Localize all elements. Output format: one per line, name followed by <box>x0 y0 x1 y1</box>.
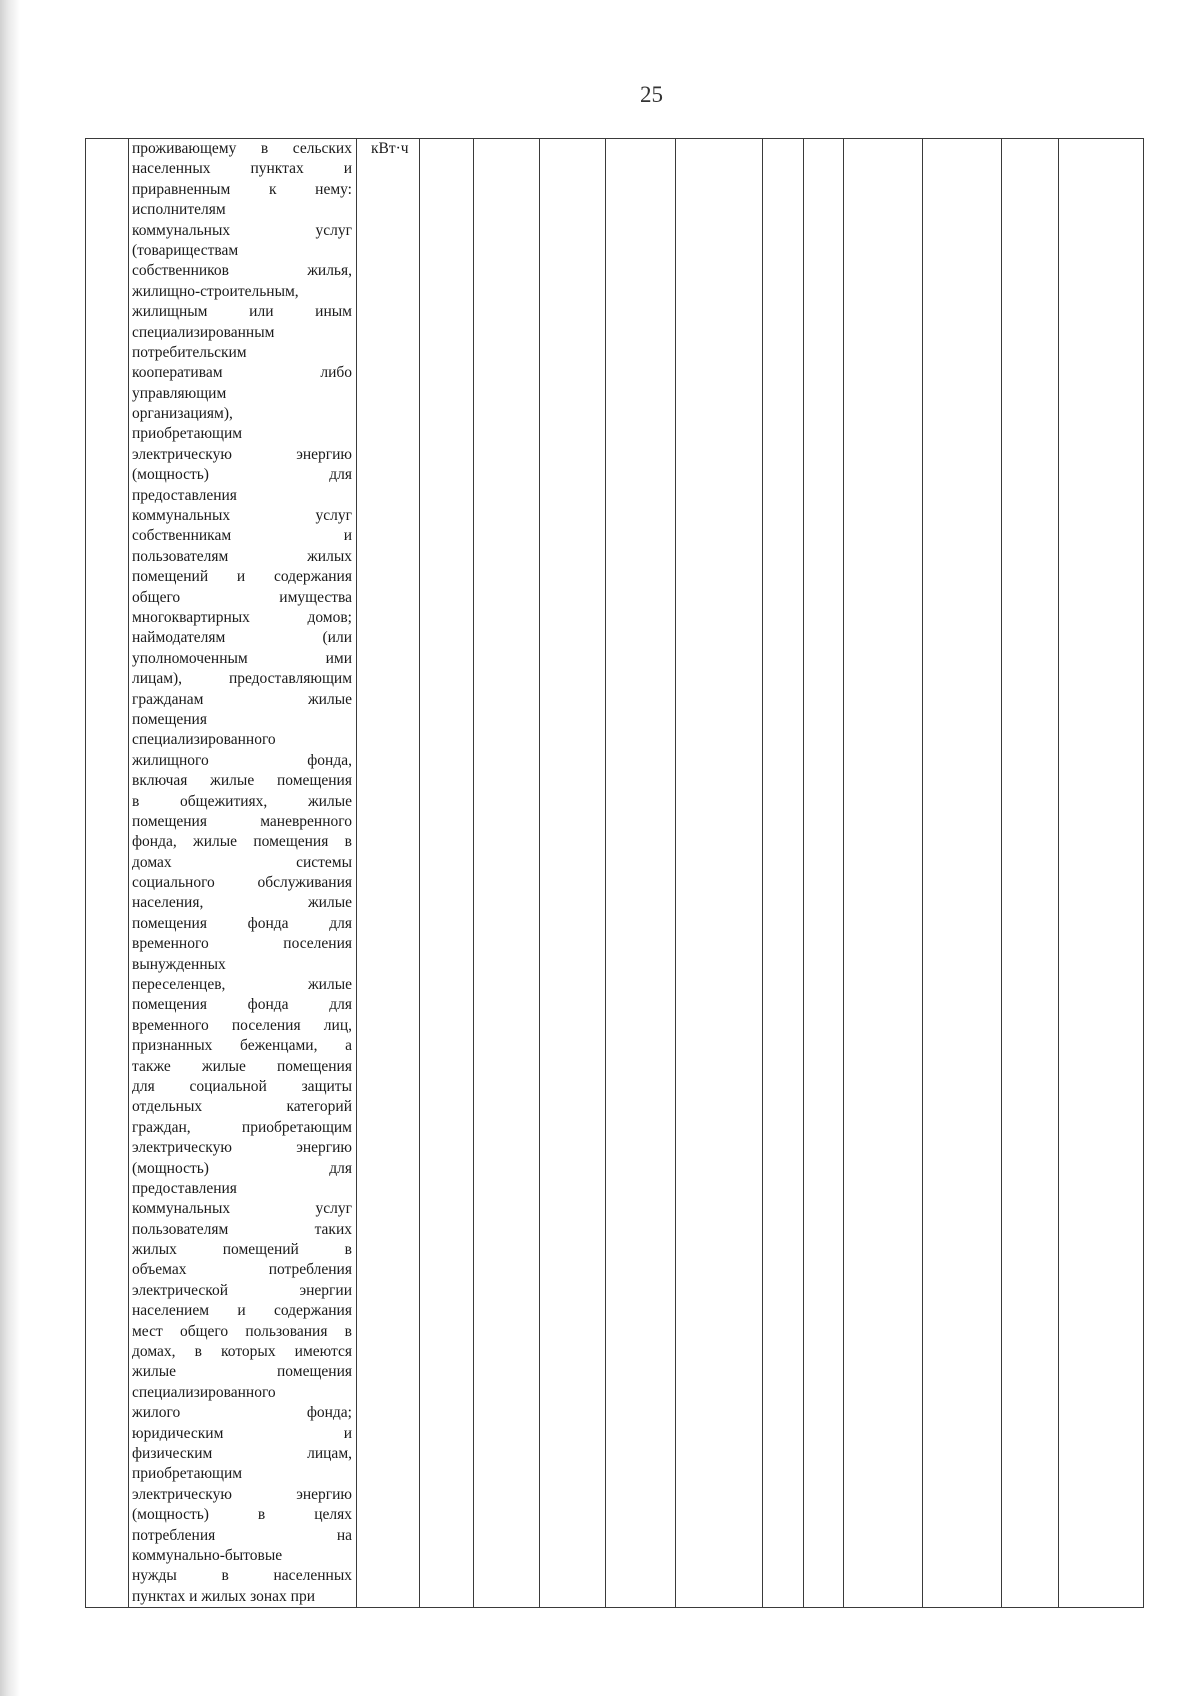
description-line: жилые помещения <box>132 1363 352 1381</box>
description-line: электрической энергии <box>132 1281 352 1299</box>
cell-value-6 <box>763 139 804 1608</box>
tariff-table <box>85 138 1144 1608</box>
description-line: граждан, приобретающим <box>132 1118 352 1136</box>
description-line: отдельных категорий <box>132 1098 352 1116</box>
cell-value-5 <box>676 139 763 1608</box>
description-line: в общежитиях, жилые <box>132 792 352 810</box>
description-line: социального обслуживания <box>132 874 352 892</box>
description-line: предоставления <box>132 486 237 504</box>
description-line: жилого фонда; <box>132 1404 352 1422</box>
description-line: коммунальных услуг <box>132 221 352 239</box>
description-line: домах, в которых имеются <box>132 1343 352 1361</box>
description-line: пользователям таких <box>132 1220 352 1238</box>
cell-value-2 <box>474 139 540 1608</box>
cell-number <box>86 139 129 1608</box>
description-line: признанных беженцами, а <box>132 1037 352 1055</box>
description-line: электрическую энергию <box>132 445 352 463</box>
description-line: организациям), <box>132 405 233 423</box>
description-line: наймодателям (или <box>132 629 352 647</box>
description-line: фонда, жилые помещения в <box>132 833 352 851</box>
description-line: переселенцев, жилые <box>132 976 352 994</box>
description-line: потребления на <box>132 1526 352 1544</box>
description-line: пунктах и жилых зонах при <box>132 1587 316 1605</box>
description-line: (мощность) в целях <box>132 1506 352 1524</box>
description-line: управляющим <box>132 384 227 402</box>
unit-label: кВт·ч <box>371 140 409 157</box>
description-line: электрическую энергию <box>132 1485 352 1503</box>
description-line: помещения <box>132 710 207 728</box>
description-line: специализированного <box>132 1383 276 1401</box>
description-line: домах системы <box>132 853 352 871</box>
description-line: населения, жилые <box>132 894 352 912</box>
description-line: объемах потребления <box>132 1261 352 1279</box>
description-line: предоставления <box>132 1179 237 1197</box>
description-line: мест общего пользования в <box>132 1322 352 1340</box>
description-line: приравненным к нему: <box>132 180 352 198</box>
table-row <box>86 139 1144 1608</box>
description-line: жилищно-строительным, <box>132 282 299 300</box>
description-line: также жилые помещения <box>132 1057 352 1075</box>
page-number: 25 <box>640 82 663 107</box>
description-line: исполнителям <box>132 201 226 219</box>
description-line: проживающему в сельских <box>132 140 352 157</box>
cell-unit <box>357 139 420 1608</box>
description-line: кооперативам либо <box>132 364 352 382</box>
description-line: для социальной защиты <box>132 1077 352 1095</box>
cell-value-10 <box>1002 139 1059 1608</box>
description-line: специализированным <box>132 323 275 341</box>
cell-value-4 <box>606 139 676 1608</box>
description-line: коммунальных услуг <box>132 507 352 525</box>
description-line: собственников жилья, <box>132 262 352 280</box>
description-line: коммунально-бытовые <box>132 1546 283 1564</box>
description-line: электрическую энергию <box>132 1139 352 1157</box>
cell-value-1 <box>420 139 474 1608</box>
description-line: многоквартирных домов; <box>132 608 352 626</box>
description-line: общего имущества <box>132 588 352 606</box>
description-line: населением и содержания <box>132 1302 352 1320</box>
description-text <box>132 139 352 1607</box>
description-line: жилых помещений в <box>132 1241 352 1259</box>
cell-value-3 <box>540 139 606 1608</box>
description-line: юридическим и <box>132 1424 352 1442</box>
description-line: лицам), предоставляющим <box>132 670 352 688</box>
description-line: гражданам жилые <box>132 690 352 708</box>
description-line: пользователям жилых <box>132 547 352 565</box>
description-line: временного поселения <box>132 935 352 953</box>
description-line: потребительским <box>132 343 247 361</box>
description-line: коммунальных услуг <box>132 1200 352 1218</box>
description-line: приобретающим <box>132 425 243 443</box>
description-line: населенных пунктах и <box>132 160 352 178</box>
cell-value-8 <box>844 139 923 1608</box>
description-line: (товариществам <box>132 241 239 259</box>
cell-value-9 <box>923 139 1002 1608</box>
description-line: помещения фонда для <box>132 996 352 1014</box>
description-line: физическим лицам, <box>132 1445 352 1462</box>
cell-description <box>129 139 357 1608</box>
description-line: помещений и содержания <box>132 568 352 586</box>
description-line: приобретающим <box>132 1465 243 1483</box>
description-line: жилищного фонда, <box>132 751 352 769</box>
description-line: нужды в населенных <box>132 1567 352 1585</box>
description-line: помещения фонда для <box>132 914 352 932</box>
cell-value-7 <box>804 139 844 1608</box>
description-line: вынужденных <box>132 955 226 973</box>
description-line: специализированного <box>132 731 276 749</box>
description-line: временного поселения лиц, <box>132 1016 352 1034</box>
description-line: (мощность) для <box>132 1159 352 1177</box>
cell-value-11 <box>1059 139 1144 1608</box>
description-line: включая жилые помещения <box>132 772 352 790</box>
description-line: помещения маневренного <box>132 812 352 830</box>
description-line: жилищным или иным <box>132 303 352 321</box>
description-line: собственникам и <box>132 527 352 545</box>
description-line: уполномоченным ими <box>132 649 352 667</box>
description-line: (мощность) для <box>132 466 352 484</box>
scan-edge-shadow <box>0 0 20 1696</box>
